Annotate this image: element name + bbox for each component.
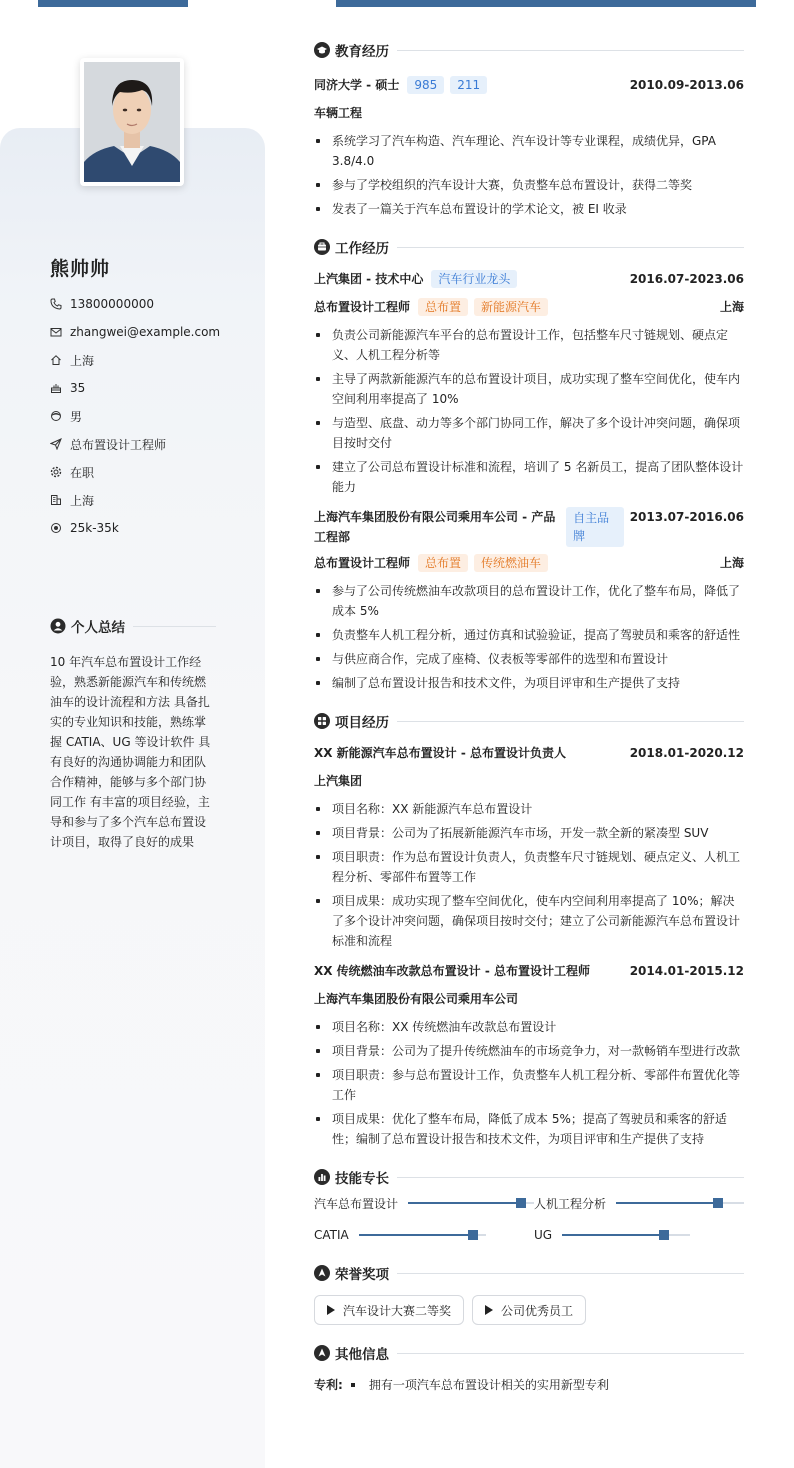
list-item: 参与了公司传统燃油车改款项目的总布置设计工作，优化了整车布局，降低了成本 5% xyxy=(314,581,744,621)
honor-label: 汽车设计大赛二等奖 xyxy=(343,1303,452,1318)
divider xyxy=(397,1273,744,1274)
company-name: 上汽集团 - 技术中心 xyxy=(314,272,424,286)
job-header-row xyxy=(314,269,744,289)
phone-icon xyxy=(50,298,62,310)
info-position xyxy=(50,434,250,454)
patent-row xyxy=(314,1375,744,1395)
list-item: 负责整车人机工程分析，通过仿真和试验验证，提高了驾驶员和乘客的舒适性 xyxy=(314,625,744,645)
summary-heading xyxy=(50,616,216,636)
bar-chart-icon xyxy=(314,1169,330,1185)
skills-grid xyxy=(314,1193,744,1245)
project-org: 上汽集团 xyxy=(314,774,363,788)
play-icon xyxy=(485,1305,493,1315)
skill-item xyxy=(314,1193,534,1213)
job-role: 总布置设计工程师 xyxy=(314,300,411,314)
position-value: 总布置设计工程师 xyxy=(70,437,167,452)
education-period: 2010.09-2013.06 xyxy=(629,78,744,92)
top-accent-bar-right xyxy=(336,0,756,7)
role-tag: 传统燃油车 xyxy=(474,554,548,572)
info-age xyxy=(50,378,250,398)
avatar-photo xyxy=(80,58,184,186)
top-accent-bar-left xyxy=(38,0,188,7)
education-heading xyxy=(314,36,744,64)
projects-heading xyxy=(314,707,744,735)
divider xyxy=(397,50,744,51)
skill-name: CATIA xyxy=(314,1228,349,1242)
salary-value: 25k-35k xyxy=(70,521,119,535)
project-header-row xyxy=(314,961,744,981)
role-tag: 总布置 xyxy=(418,298,468,316)
honors-title: 荣誉奖项 xyxy=(335,1267,389,1283)
major-row xyxy=(314,103,744,123)
list-item: 主导了两款新能源汽车的总布置设计项目，成功实现了整车空间优化，使车内空间利用率提高了 10% xyxy=(314,369,744,409)
job-city: 上海 xyxy=(719,556,744,570)
job-bullets xyxy=(314,581,744,693)
info-email xyxy=(50,322,250,342)
skill-knob xyxy=(468,1230,478,1240)
skill-name: UG xyxy=(534,1228,553,1242)
project-header-row xyxy=(314,743,744,763)
other-title: 其他信息 xyxy=(335,1347,389,1363)
info-location xyxy=(50,350,250,370)
role-tag: 新能源汽车 xyxy=(474,298,548,316)
bullet-dot xyxy=(351,1383,355,1387)
candidate-name: 熊帅帅 xyxy=(50,258,111,280)
job-bullets xyxy=(314,325,744,497)
skill-knob xyxy=(713,1198,723,1208)
honor-item xyxy=(314,1295,464,1325)
divider xyxy=(397,1353,744,1354)
status-value: 在职 xyxy=(70,465,95,480)
company-tag: 汽车行业龙头 xyxy=(431,270,517,288)
user-circle-icon xyxy=(50,618,66,634)
skill-track xyxy=(616,1202,744,1204)
project-bullets xyxy=(314,1017,744,1149)
project-org-row xyxy=(314,989,744,1009)
location-value: 上海 xyxy=(70,353,95,368)
job-period: 2013.07-2016.06 xyxy=(629,510,744,524)
honors-list xyxy=(314,1295,744,1325)
skill-fill xyxy=(616,1202,718,1204)
info-work-city xyxy=(50,490,250,510)
skill-track xyxy=(562,1234,690,1236)
projects-title: 项目经历 xyxy=(335,715,389,731)
role-tag: 总布置 xyxy=(418,554,468,572)
school-name: 同济大学 - 硕士 xyxy=(314,78,400,92)
list-item: 项目背景：公司为了拓展新能源汽车市场，开发一款全新的紧凑型 SUV xyxy=(314,823,744,843)
graduation-cap-icon xyxy=(314,42,330,58)
list-item: 编制了总布置设计报告和技术文件，为项目评审和生产提供了支持 xyxy=(314,673,744,693)
divider xyxy=(397,721,744,722)
info-status xyxy=(50,462,250,482)
major: 车辆工程 xyxy=(314,106,363,120)
project-org-row xyxy=(314,771,744,791)
project-name: XX 传统燃油车改款总布置设计 - 总布置设计工程师 xyxy=(314,964,591,978)
list-item: 项目名称：XX 传统燃油车改款总布置设计 xyxy=(314,1017,744,1037)
list-item: 负责公司新能源汽车平台的总布置设计工作，包括整车尺寸链规划、硬点定义、人机工程分析等 xyxy=(314,325,744,365)
project-bullets xyxy=(314,799,744,951)
education-title: 教育经历 xyxy=(335,44,389,60)
info-phone xyxy=(50,294,250,314)
skill-item xyxy=(534,1193,744,1213)
main-content xyxy=(314,36,744,1395)
skill-name: 人机工程分析 xyxy=(534,1196,607,1211)
briefcase-icon xyxy=(314,239,330,255)
list-item: 项目职责：作为总布置设计负责人，负责整车尺寸链规划、硬点定义、人机工程分析、零部件布置等工作 xyxy=(314,847,744,887)
skill-knob xyxy=(659,1230,669,1240)
project-period: 2018.01-2020.12 xyxy=(629,746,744,760)
patent-text: 拥有一项汽车总布置设计相关的实用新型专利 xyxy=(368,1378,609,1392)
mail-icon xyxy=(50,326,62,338)
other-heading xyxy=(314,1339,744,1367)
work-city-value: 上海 xyxy=(70,493,95,508)
company-tag: 自主品牌 xyxy=(566,507,624,547)
divider xyxy=(397,1177,744,1178)
cake-icon xyxy=(50,382,62,394)
honor-item xyxy=(472,1295,586,1325)
work-heading xyxy=(314,233,744,261)
info-gender xyxy=(50,406,250,426)
info-salary xyxy=(50,518,250,538)
list-item: 与造型、底盘、动力等多个部门协同工作，解决了多个设计冲突问题，确保项目按时交付 xyxy=(314,413,744,453)
project-org: 上海汽车集团股份有限公司乘用车公司 xyxy=(314,992,519,1006)
school-tag: 985 xyxy=(407,76,444,94)
skill-item xyxy=(314,1225,534,1245)
work-title: 工作经历 xyxy=(335,241,389,257)
patent-label: 专利: xyxy=(314,1378,343,1392)
job-period: 2016.07-2023.06 xyxy=(629,272,744,286)
company-name: 上海汽车集团股份有限公司乘用车公司 - 产品工程部 xyxy=(314,510,556,544)
skill-fill xyxy=(562,1234,664,1236)
skill-track xyxy=(408,1202,534,1204)
skills-heading xyxy=(314,1163,744,1191)
gender-icon xyxy=(50,410,62,422)
skill-knob xyxy=(516,1198,526,1208)
skill-track xyxy=(359,1234,486,1236)
award-icon xyxy=(314,1265,330,1281)
list-item: 参与了学校组织的汽车设计大赛，负责整车总布置设计，获得二等奖 xyxy=(314,175,744,195)
send-icon xyxy=(50,438,62,450)
list-item: 发表了一篇关于汽车总布置设计的学术论文，被 EI 收录 xyxy=(314,199,744,219)
skill-name: 汽车总布置设计 xyxy=(314,1196,399,1211)
project-name: XX 新能源汽车总布置设计 - 总布置设计负责人 xyxy=(314,746,567,760)
skill-item xyxy=(534,1225,744,1245)
job-header-row xyxy=(314,507,744,547)
job-role: 总布置设计工程师 xyxy=(314,556,411,570)
gender-value: 男 xyxy=(70,409,83,424)
list-item: 项目名称：XX 新能源汽车总布置设计 xyxy=(314,799,744,819)
building-icon xyxy=(50,494,62,506)
education-header-row xyxy=(314,75,744,95)
skill-fill xyxy=(359,1234,474,1236)
list-item: 项目背景：公司为了提升传统燃油车的市场竞争力，对一款畅销车型进行改款 xyxy=(314,1041,744,1061)
settings-icon xyxy=(50,466,62,478)
grid-icon xyxy=(314,713,330,729)
phone-value: 13800000000 xyxy=(70,297,154,311)
portrait-image xyxy=(84,62,180,182)
honor-label: 公司优秀员工 xyxy=(501,1303,574,1318)
list-item: 系统学习了汽车构造、汽车理论、汽车设计等专业课程，成绩优异，GPA 3.8/4.0 xyxy=(314,131,744,171)
project-period: 2014.01-2015.12 xyxy=(629,964,744,978)
play-icon xyxy=(327,1305,335,1315)
school-tag: 211 xyxy=(450,76,487,94)
award-icon xyxy=(314,1345,330,1361)
list-item: 与供应商合作，完成了座椅、仪表板等零部件的选型和布置设计 xyxy=(314,649,744,669)
email-value: zhangwei@example.com xyxy=(70,325,221,339)
list-item: 项目职责：参与总布置设计工作，负责整车人机工程分析、零部件布置优化等工作 xyxy=(314,1065,744,1105)
list-item: 建立了公司总布置设计标准和流程，培训了 5 名新员工，提高了团队整体设计能力 xyxy=(314,457,744,497)
age-value: 35 xyxy=(70,381,86,395)
list-item: 项目成果：成功实现了整车空间优化，使车内空间利用率提高了 10%；解决了多个设计冲突问题，确保项目按时交付；建立了公司新能源汽车总布置设计标准和流程 xyxy=(314,891,744,951)
summary-text: 10 年汽车总布置设计工作经验，熟悉新能源汽车和传统燃油车的设计流程和方法 具备扎实的专业知识和技能，熟练掌握 CATIA、UG 等设计软件 具有良好的沟通协调能力和团队合作精神，能够与多个部门协同工作 有丰富的项目经验，主导和参与了多个汽车总布置设计项目，取得了良好的成果 xyxy=(50,655,211,849)
list-item: 项目成果：优化了整车布局，降低了成本 5%；提高了驾驶员和乘客的舒适性；编制了总布置设计报告和技术文件，为项目评审和生产提供了支持 xyxy=(314,1109,744,1149)
skills-title: 技能专长 xyxy=(335,1171,389,1187)
job-role-row xyxy=(314,297,744,317)
divider xyxy=(397,247,744,248)
summary-title: 个人总结 xyxy=(71,620,125,636)
education-bullets xyxy=(314,131,744,219)
job-city: 上海 xyxy=(719,300,744,314)
skill-fill xyxy=(408,1202,521,1204)
home-icon xyxy=(50,354,62,366)
divider xyxy=(133,626,216,627)
target-icon xyxy=(50,522,62,534)
honors-heading xyxy=(314,1259,744,1287)
job-role-row xyxy=(314,553,744,573)
